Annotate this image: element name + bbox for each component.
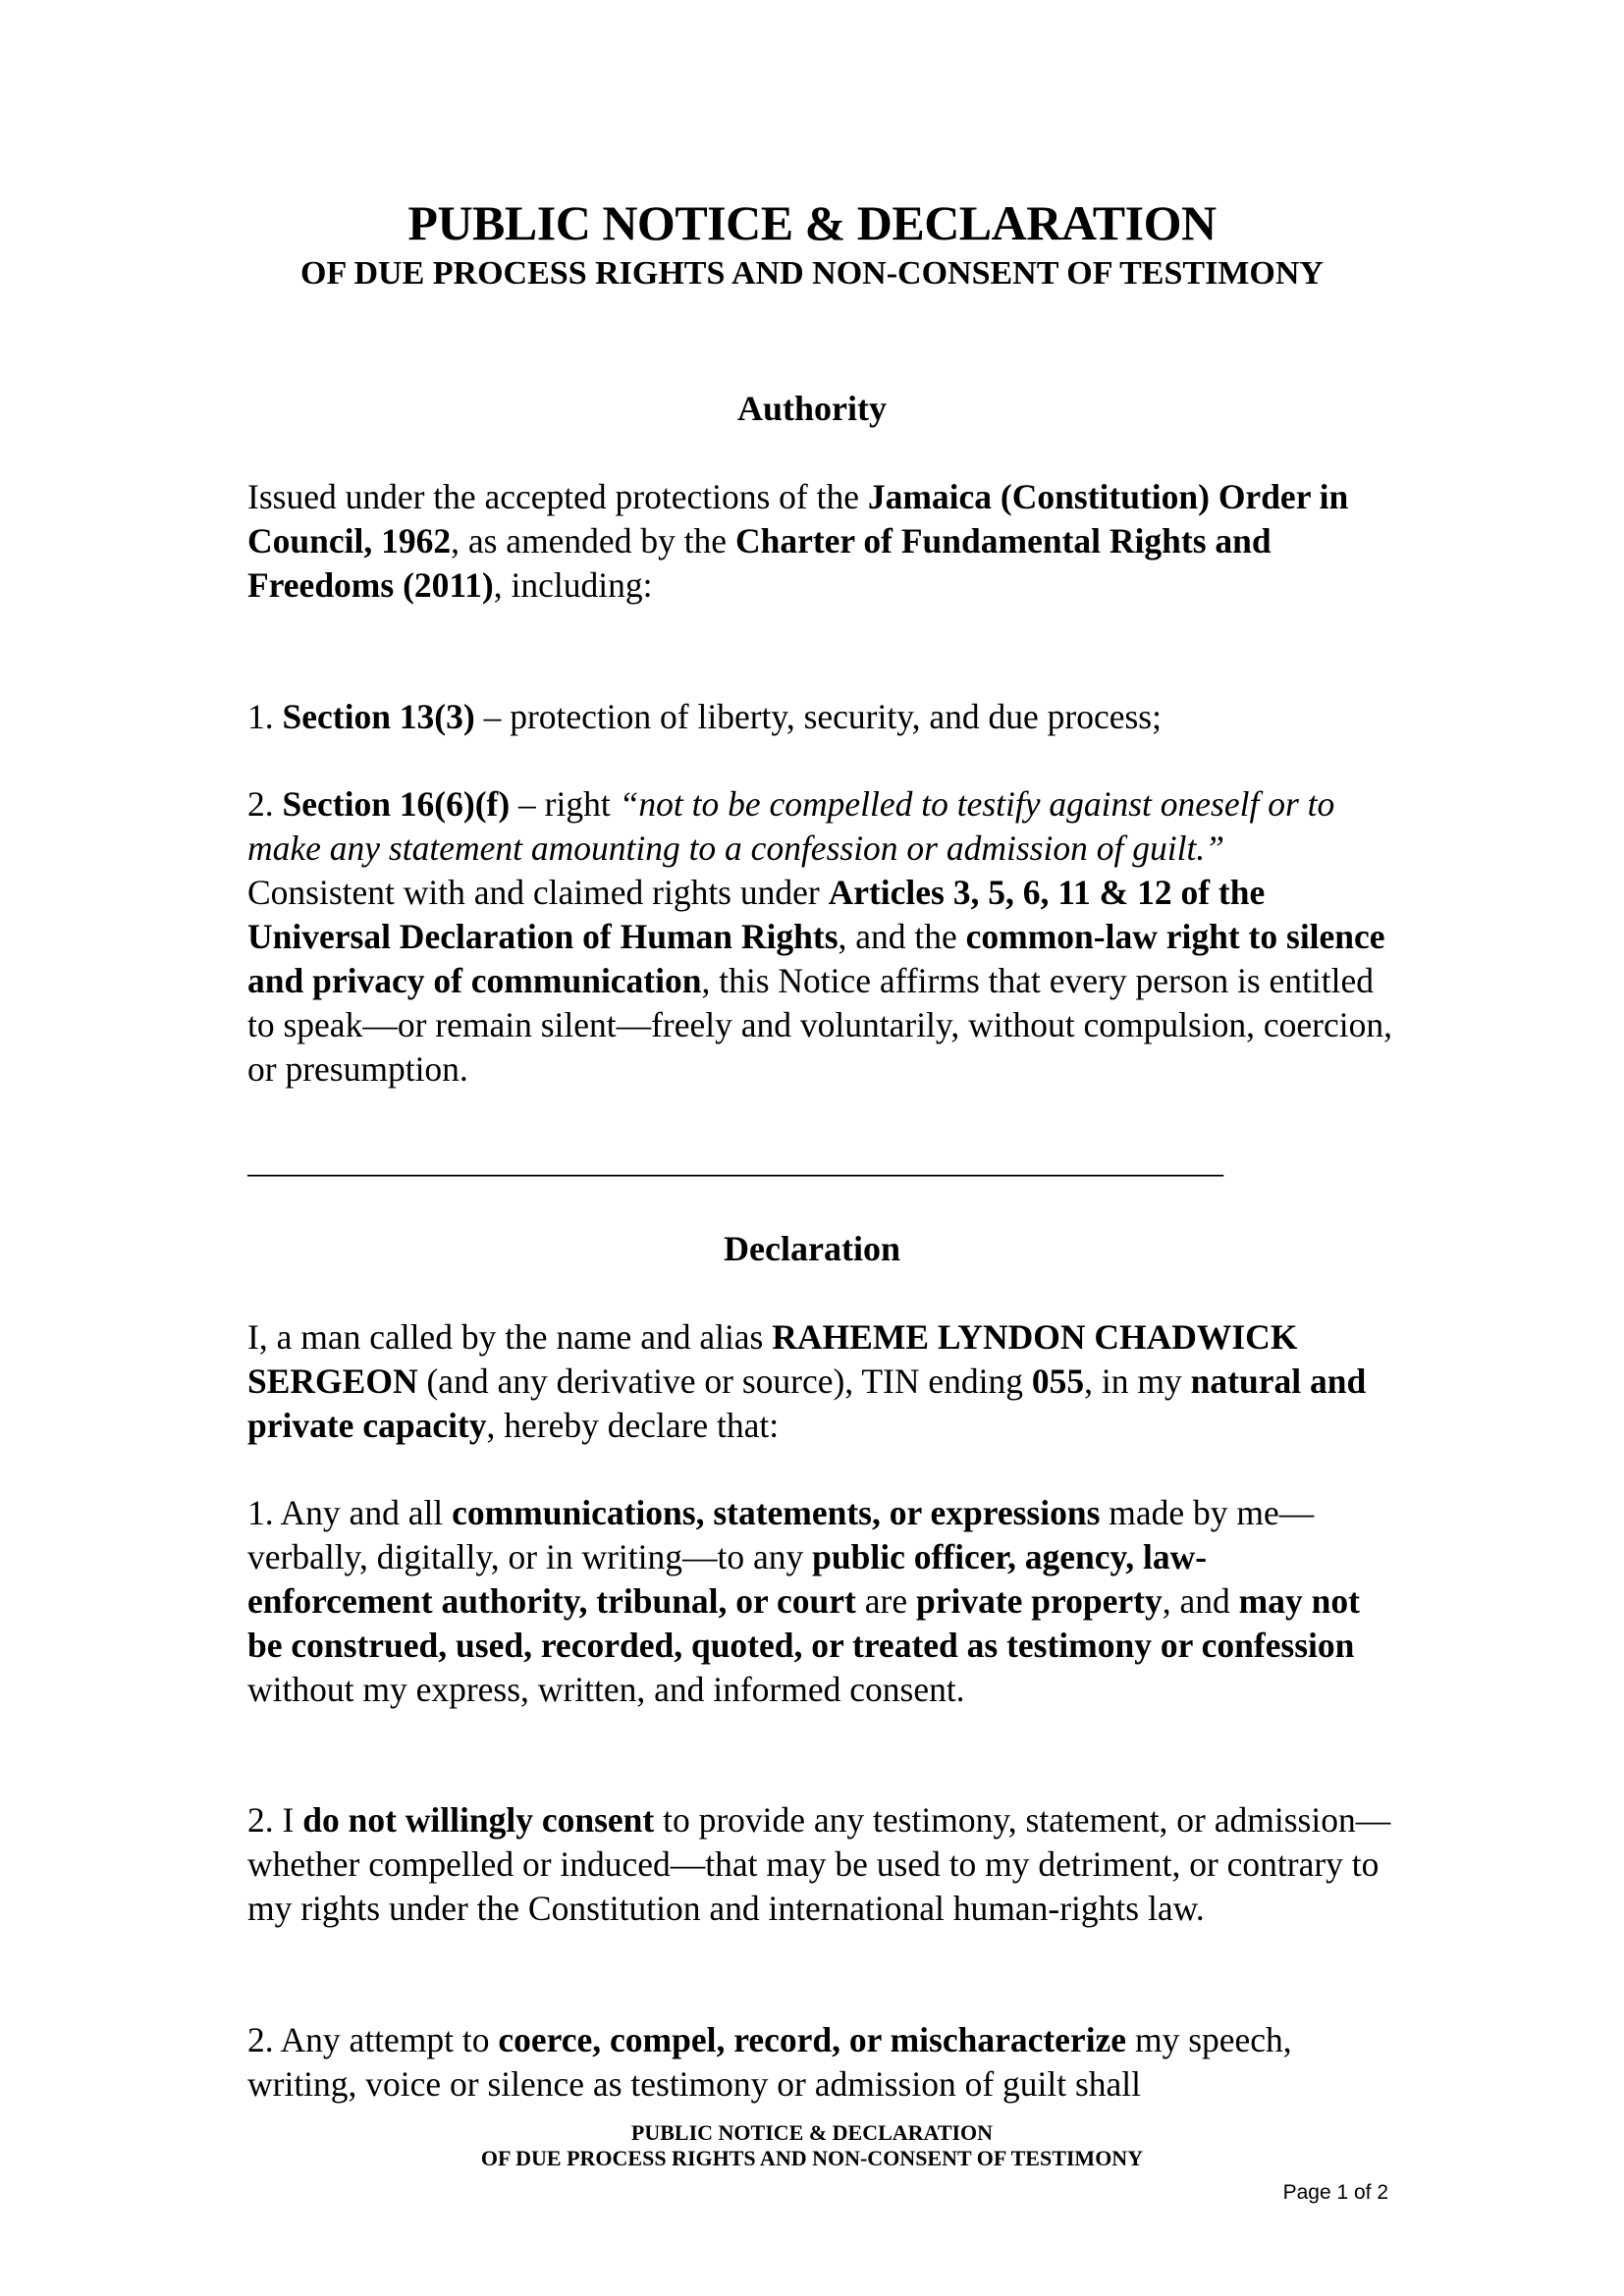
text-run: Consistent with and claimed rights under bbox=[247, 873, 829, 912]
item-number: 2. bbox=[247, 784, 283, 824]
text-run: (and any derivative or source), TIN ending bbox=[417, 1362, 1032, 1401]
item-number: 1. bbox=[247, 1493, 281, 1532]
text-run: made by me— verbally, digitally, or in writing—to any bbox=[247, 1493, 1315, 1576]
page-number: Page 1 of 2 bbox=[1282, 2181, 1388, 2204]
charter-year-reference: Freedoms (2011) bbox=[247, 565, 494, 605]
text-run: , hereby declare that: bbox=[486, 1406, 780, 1445]
text-run: Any attempt to bbox=[280, 2020, 499, 2059]
document-subtitle: OF DUE PROCESS RIGHTS AND NON-CONSENT OF TESTIMONY bbox=[300, 255, 1324, 292]
declaration-intro bbox=[247, 1315, 1396, 1448]
text-run: , including: bbox=[493, 565, 653, 605]
text-run: , this Notice affirms that every person is entitled to speak—or remain silent—freely and voluntarily, without compulsion, coercion, or presumption. bbox=[247, 961, 1392, 1089]
declaration-item-1 bbox=[247, 1491, 1396, 1712]
bold-run: communications, statements, or expressions bbox=[452, 1493, 1101, 1532]
bold-run: public officer, agency, law- enforcement authority, tribunal, or court bbox=[247, 1537, 1208, 1621]
text-run: I, a man called by the name and alias bbox=[247, 1317, 773, 1357]
section-divider: ________________________________________________________ bbox=[247, 1141, 1223, 1180]
authority-intro bbox=[247, 475, 1396, 608]
item-number: 1. bbox=[247, 697, 283, 736]
authority-intro-paragraph bbox=[247, 475, 1396, 608]
text-run: without my express, written, and informed consent. bbox=[247, 1670, 965, 1709]
text-run: my speech, writing, voice or silence as testimony or admission of guilt shall bbox=[247, 2020, 1292, 2104]
text-run: , as amended by the bbox=[451, 521, 735, 561]
section-reference: Section 16(6)(f) bbox=[282, 784, 511, 824]
section-reference: Section 13(3) bbox=[282, 697, 475, 736]
authority-item-1 bbox=[247, 695, 1396, 739]
item-number: 2. bbox=[247, 1800, 283, 1840]
text-run: are bbox=[855, 1581, 916, 1621]
quoted-right: “not to be compelled to testify against oneself or to make any statement amounting to a confession or admission of guilt.” bbox=[247, 784, 1335, 868]
authority-item-2 bbox=[247, 782, 1396, 1092]
common-law-reference: common-law right to silence and privacy of communication bbox=[247, 917, 1385, 1000]
item-number: 2. bbox=[247, 2020, 281, 2059]
text-run: , in my bbox=[1084, 1362, 1191, 1401]
bold-run: may not be construed, used, recorded, quoted, or treated as testimony or confession bbox=[247, 1581, 1360, 1665]
declaration-item-3 bbox=[247, 2018, 1396, 2107]
charter-reference: Charter of Fundamental Rights and bbox=[734, 521, 1272, 561]
declaration-item-2 bbox=[247, 1798, 1396, 1931]
footer-line-1: PUBLIC NOTICE & DECLARATION bbox=[630, 2120, 994, 2145]
item-text: – right bbox=[510, 784, 620, 824]
capacity: natural and private capacity bbox=[247, 1362, 1367, 1445]
bold-run: coerce, compel, record, or mischaracterize bbox=[498, 2020, 1127, 2059]
declarant-name: RAHEME LYNDON CHADWICK SERGEON bbox=[247, 1317, 1298, 1401]
footer-line-2: OF DUE PROCESS RIGHTS AND NON-CONSENT OF TESTIMONY bbox=[480, 2146, 1144, 2170]
text-run: Issued under the accepted protections of the bbox=[247, 477, 868, 516]
constitution-reference: Jamaica (Constitution) Order in Council, 1962 bbox=[247, 477, 1349, 561]
document-title: PUBLIC NOTICE & DECLARATION bbox=[407, 195, 1217, 250]
bold-run: private property bbox=[915, 1581, 1163, 1621]
udhr-reference: Articles 3, 5, 6, 11 & 12 of the Universal Declaration of Human Rights bbox=[247, 873, 1266, 956]
declaration-heading: Declaration bbox=[724, 1229, 900, 1268]
tin-ending: 055 bbox=[1031, 1362, 1085, 1401]
text-run: Any and all bbox=[280, 1493, 453, 1532]
text-run: , and bbox=[1162, 1581, 1239, 1621]
text-run: to provide any testimony, statement, or admission—whether compelled or induced—that may be used to my detriment, or contrary to my rights under the Constitution and international human-rights law. bbox=[247, 1800, 1391, 1928]
bold-run: do not willingly consent bbox=[302, 1800, 655, 1840]
item-text: – protection of liberty, security, and due process; bbox=[474, 697, 1162, 736]
text-run: , and the bbox=[838, 917, 966, 956]
text-run: I bbox=[282, 1800, 303, 1840]
page-footer bbox=[0, 2120, 1624, 2171]
authority-heading: Authority bbox=[737, 389, 887, 428]
